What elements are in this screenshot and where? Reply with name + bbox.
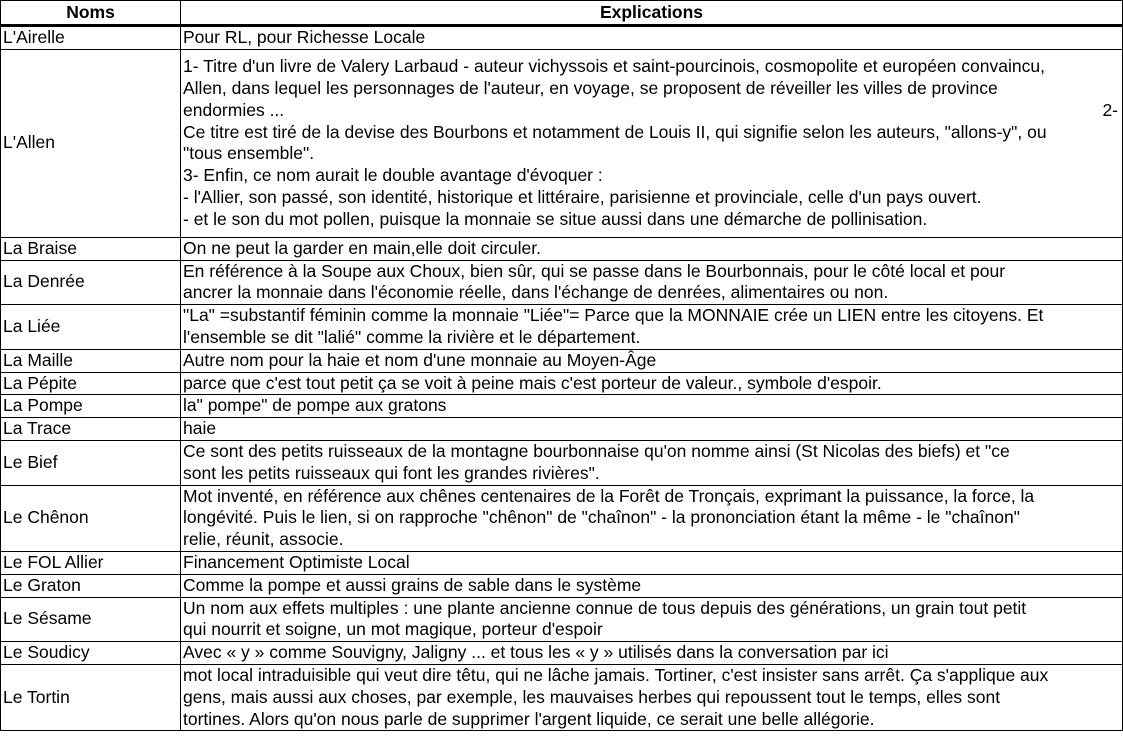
- table-row: [1, 574, 1123, 597]
- explanation-line: - l'Allier, son passé, son identité, historique et littéraire, parisienne et provinciale, celle d'un pays ouvert.: [183, 186, 982, 207]
- row-name: La Trace: [1, 418, 181, 441]
- explanation-line: 3- Enfin, ce nom aurait le double avantage d'évoquer :: [183, 165, 603, 186]
- row-explanation: [181, 49, 1123, 237]
- row-name: La Pépite: [1, 372, 181, 395]
- row-name: Le Tortin: [1, 664, 181, 730]
- row-explanation: [181, 551, 1123, 574]
- explanation-line: On ne peut la garder en main,elle doit circuler.: [183, 237, 541, 258]
- explanation-line: haie: [183, 418, 217, 439]
- explanation-line: qui nourrit et soigne, un mot magique, porteur d'espoir: [183, 619, 603, 640]
- explanation-line: la" pompe" de pompe aux gratons: [183, 395, 447, 416]
- row-name: La Maille: [1, 349, 181, 372]
- table-row: [1, 642, 1123, 665]
- row-name: Le Chênon: [1, 485, 181, 551]
- row-name: La Denrée: [1, 260, 181, 305]
- table-row: [1, 551, 1123, 574]
- explanation-line: "tous ensemble".: [183, 143, 315, 164]
- row-explanation: [181, 260, 1123, 305]
- explanation-line: l'ensemble se dit "lalié" comme la rivière et le département.: [183, 326, 641, 347]
- table-row: [1, 26, 1123, 50]
- column-header-noms: Noms: [1, 1, 181, 26]
- row-explanation: [181, 26, 1123, 50]
- row-explanation: [181, 372, 1123, 395]
- explanation-line: Un nom aux effets multiples : une plante ancienne connue de tous depuis des générations, un grain tout petit: [183, 597, 1027, 618]
- explanation-line: parce que c'est tout petit ça se voit à peine mais c'est porteur de valeur., symbole d'espoir.: [183, 372, 882, 393]
- table-row: [1, 372, 1123, 395]
- table-row: [1, 440, 1123, 485]
- row-name: L'Allen: [1, 49, 181, 237]
- column-header-explications: Explications: [181, 1, 1123, 26]
- row-explanation: [181, 574, 1123, 597]
- explanation-line: [183, 100, 1120, 122]
- explanation-line: Allen, dans lequel les personnages de l'auteur, en voyage, se proposent de réveiller les villes de province: [183, 77, 998, 98]
- row-explanation: [181, 485, 1123, 551]
- table-row: [1, 418, 1123, 441]
- row-explanation: [181, 237, 1123, 260]
- row-explanation: [181, 305, 1123, 350]
- table-row: [1, 395, 1123, 418]
- explanation-line: Autre nom pour la haie et nom d'une monnaie au Moyen-Âge: [183, 349, 657, 370]
- explanation-line: - et le son du mot pollen, puisque la monnaie se situe aussi dans une démarche de pollinisation.: [183, 208, 928, 229]
- table-row: [1, 349, 1123, 372]
- explanation-line: "La" =substantif féminin comme la monnaie "Liée"= Parce que la MONNAIE crée un LIEN entre les citoyens. Et: [183, 305, 1044, 326]
- explanation-line: longévité. Puis le lien, si on rapproche "chênon" de "chaînon" - la prononciation étant la même - le "chaînon": [183, 507, 1020, 528]
- table-row: [1, 485, 1123, 551]
- explanation-line: relie, réunit, associe.: [183, 529, 344, 550]
- explanation-line: Comme la pompe et aussi grains de sable dans le système: [183, 574, 642, 595]
- table-row: [1, 260, 1123, 305]
- explanation-line: Ce sont des petits ruisseaux de la montagne bourbonnaise qu'on nomme ainsi (St Nicolas des biefs) et "ce: [183, 440, 1010, 461]
- row-name: Le Bief: [1, 440, 181, 485]
- table-row: [1, 305, 1123, 350]
- row-name: L'Airelle: [1, 26, 181, 50]
- explanation-line: ancrer la monnaie dans l'économie réelle, dans l'échange de denrées, alimentaires ou non.: [183, 282, 889, 303]
- explanation-line: Pour RL, pour Richesse Locale: [183, 27, 426, 47]
- row-explanation: [181, 642, 1123, 665]
- row-name: Le Sésame: [1, 597, 181, 642]
- row-name: Le FOL Allier: [1, 551, 181, 574]
- explanation-line: Financement Optimiste Local: [183, 551, 410, 572]
- explanation-line-text: endormies ...: [183, 99, 285, 120]
- table-row: [1, 597, 1123, 642]
- row-name: Le Graton: [1, 574, 181, 597]
- table-row: [1, 237, 1123, 260]
- table-row: [1, 664, 1123, 730]
- row-explanation: [181, 664, 1123, 730]
- explanation-line-marker: 2-: [1102, 99, 1118, 120]
- row-explanation: [181, 418, 1123, 441]
- table-body: [1, 26, 1123, 731]
- row-explanation: [181, 395, 1123, 418]
- explanation-line: mot local intraduisible qui veut dire têtu, qui ne lâche jamais. Tortiner, c'est insister sans arrêt. Ça s'applique aux: [183, 664, 1049, 685]
- explanation-line: sont les petits ruisseaux qui font les grandes rivières".: [183, 462, 600, 483]
- explanation-line: Avec « y » comme Souvigny, Jaligny ... et tous les « y » utilisés dans la conversation par ici: [183, 642, 889, 663]
- row-name: Le Soudicy: [1, 642, 181, 665]
- explanation-line: gens, mais aussi aux choses, par exemple, les mauvaises herbes qui repoussent tout le temps, elles sont: [183, 686, 1001, 707]
- row-explanation: [181, 349, 1123, 372]
- explanation-line: Mot inventé, en référence aux chênes centenaires de la Forêt de Tronçais, exprimant la puissance, la force, la: [183, 485, 1035, 506]
- explanation-line: 1- Titre d'un livre de Valery Larbaud - auteur vichyssois et saint-pourcinois, cosmopolite et européen convaincu,: [183, 56, 1045, 77]
- explanation-line: tortines. Alors qu'on nous parle de supprimer l'argent liquide, ce serait une belle allégorie.: [183, 708, 875, 729]
- table-row: [1, 49, 1123, 237]
- row-name: La Pompe: [1, 395, 181, 418]
- row-name: La Liée: [1, 305, 181, 350]
- row-explanation: [181, 597, 1123, 642]
- explanation-line: En référence à la Soupe aux Choux, bien sûr, qui se passe dans le Bourbonnais, pour le côté local et pour: [183, 260, 1006, 281]
- row-explanation: [181, 440, 1123, 485]
- explanation-line: Ce titre est tiré de la devise des Bourbons et notamment de Louis II, qui signifie selon les auteurs, "allons-y", ou: [183, 121, 1047, 142]
- row-name: La Braise: [1, 237, 181, 260]
- header-row: [1, 1, 1123, 26]
